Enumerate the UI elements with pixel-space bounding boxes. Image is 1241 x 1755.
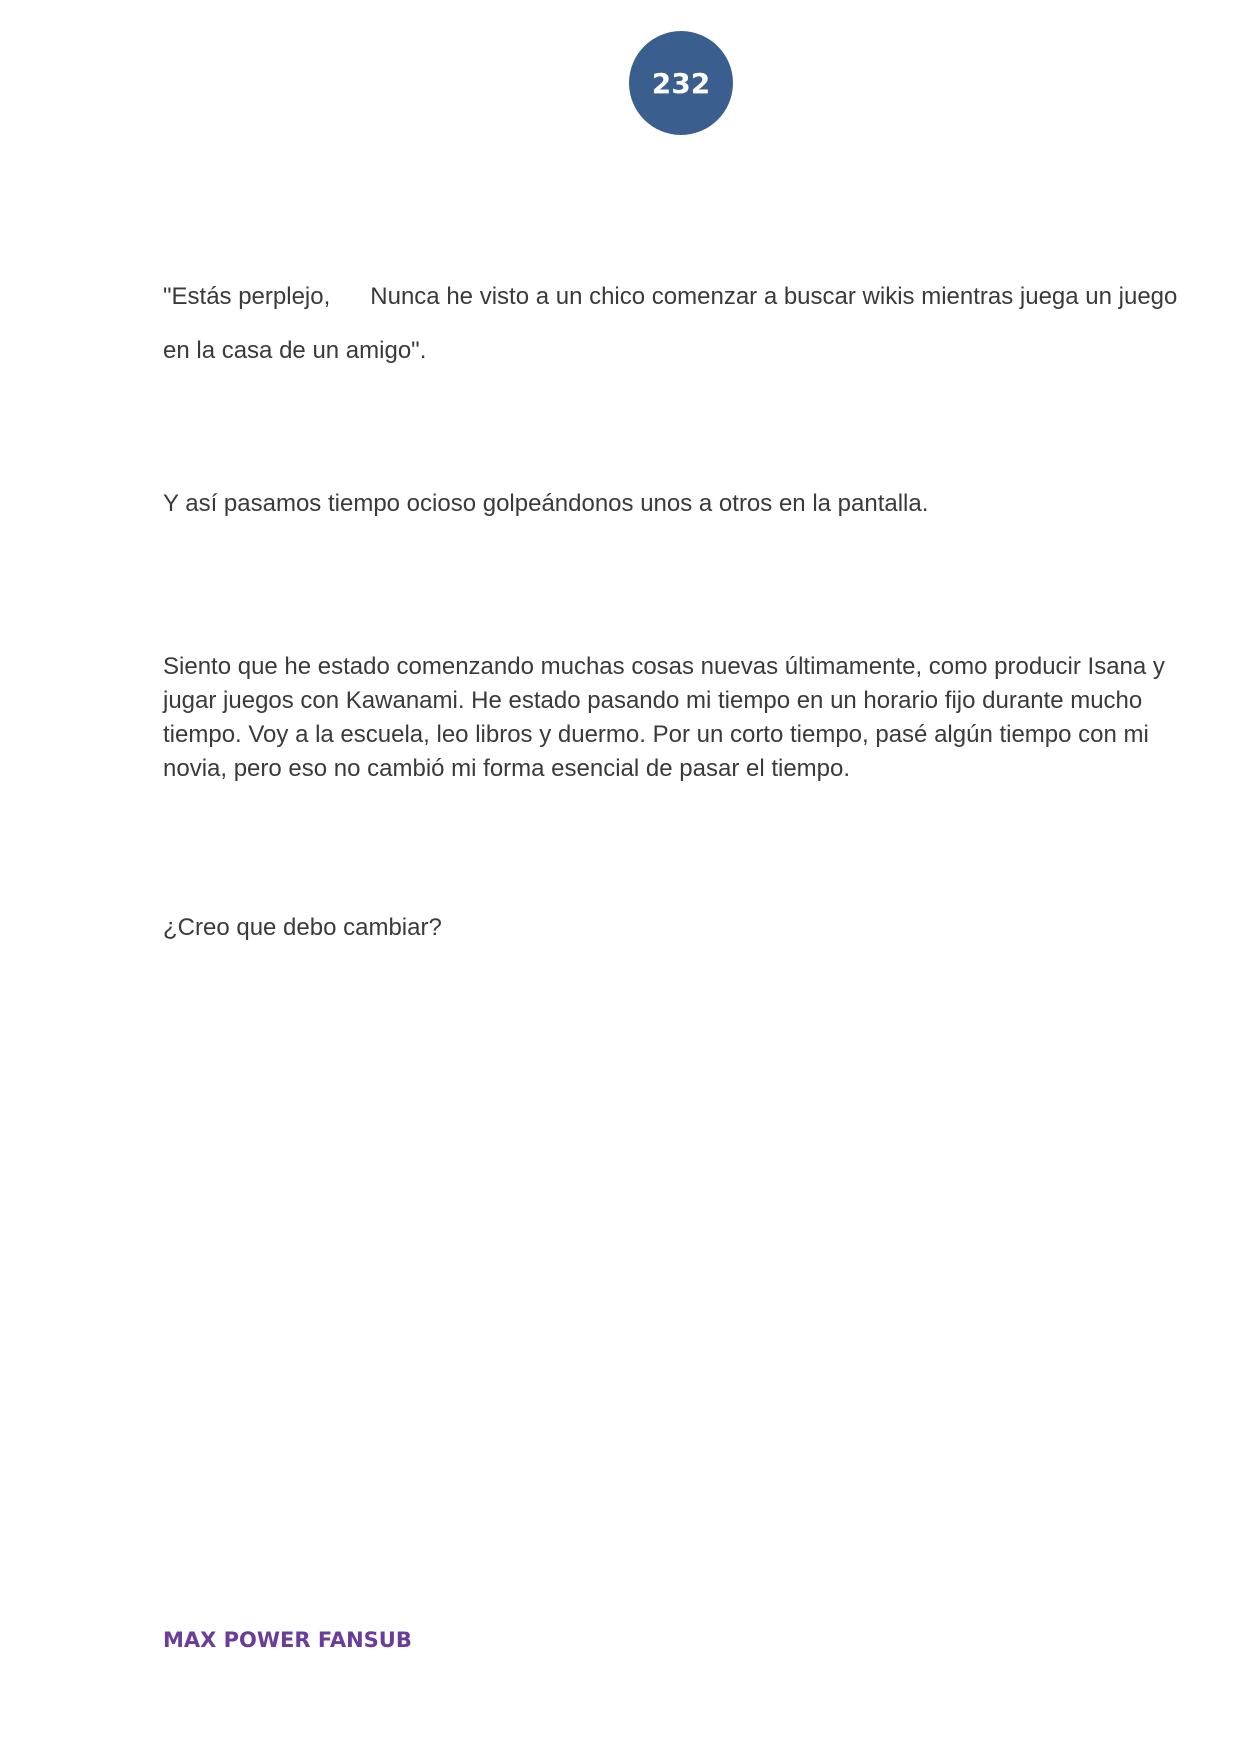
paragraph-3: Siento que he estado comenzando muchas cosas nuevas últimamente, como producir Isana y jugar juegos con Kawanami. He estado pasando mi tiempo en un horario fijo durante mucho tiempo. Voy a la escuela, leo libros y duermo. Por un corto tiempo, pasé algún tiempo con mi novia, pero eso no cambió mi forma esencial de pasar el tiempo. bbox=[163, 653, 1165, 782]
paragraph-1-part-1: "Estás perplejo, bbox=[163, 283, 331, 310]
paragraph-2: Y así pasamos tiempo ocioso golpeándonos unos a otros en la pantalla. bbox=[163, 490, 929, 517]
page-number-badge bbox=[629, 31, 733, 135]
page-number: 232 bbox=[651, 66, 711, 100]
paragraph-1-part-2: Nunca he visto a un chico comenzar a buscar wikis mientras juega un juego en la casa de un amigo". bbox=[163, 283, 1178, 364]
paragraph-4: ¿Creo que debo cambiar? bbox=[163, 914, 442, 941]
paragraph-1 bbox=[163, 270, 1203, 378]
footer-credit: MAX POWER FANSUB bbox=[163, 1628, 412, 1652]
